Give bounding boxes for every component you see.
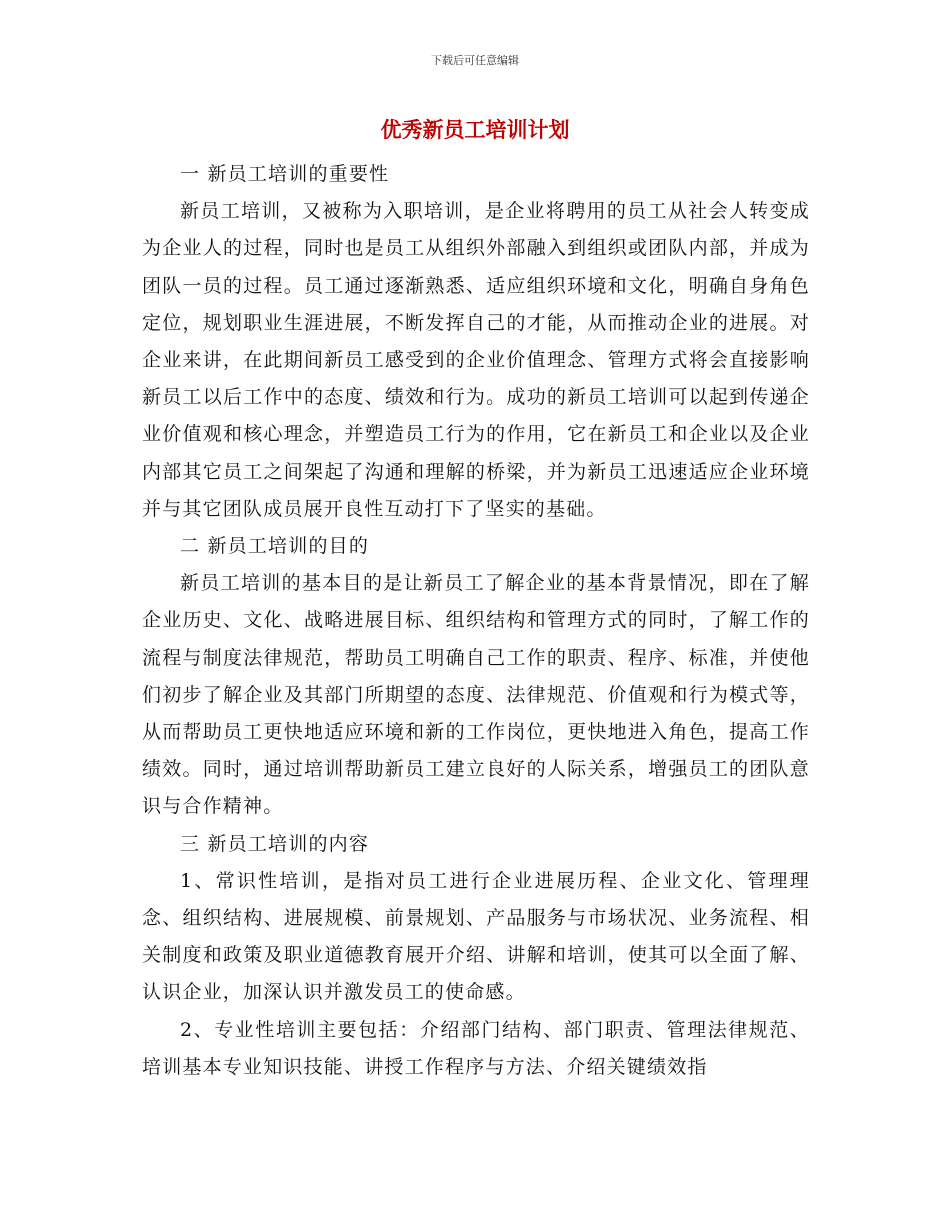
section-heading-importance: 一 新员工培训的重要性 — [180, 163, 390, 185]
document-body — [142, 156, 810, 1086]
document-title: 优秀新员工培训计划 — [380, 118, 570, 142]
page-header: 下载后可任意编辑 — [431, 54, 519, 67]
paragraph-importance: 新员工培训，又被称为入职培训，是企业将聘用的员工从社会人转变成为企业人的过程，同时也是员工从组织外部融入到组织或团队内部，并成为团队一员的过程。员工通过逐渐熟悉、适应组织环境和文化，明确自身角色定位，规划职业生涯进展，不断发挥自己的才能，从而推动企业的进展。对企业来讲，在此期间新员工感受到的企业价值理念、管理方式将会直接影响新员工以后工作中的态度、绩效和行为。成功的新员工培训可以起到传递企业价值观和核心理念，并塑造员工行为的作用，它在新员工和企业以及企业内部其它员工之间架起了沟通和理解的桥梁，并为新员工迅速适应企业环境并与其它团队成员展开良性互动打下了坚实的基础。 — [142, 200, 810, 520]
paragraph-purpose: 新员工培训的基本目的是让新员工了解企业的基本背景情况，即在了解企业历史、文化、战略进展目标、组织结构和管理方式的同时，了解工作的流程与制度法律规范，帮助员工明确自己工作的职责、程序、标准，并使他们初步了解企业及其部门所期望的态度、法律规范、价值观和行为模式等，从而帮助员工更快地适应环境和新的工作岗位，更快地进入角色，提高工作绩效。同时，通过培训帮助新员工建立良好的人际关系，增强员工的团队意识与合作精神。 — [142, 572, 810, 818]
paragraph-professional-training: 2、专业性培训主要包括：介绍部门结构、部门职责、管理法律规范、培训基本专业知识技能、讲授工作程序与方法、介绍关键绩效指 — [142, 1018, 810, 1078]
paragraph-general-training: 1、常识性培训，是指对员工进行企业进展历程、企业文化、管理理念、组织结构、进展规模、前景规划、产品服务与市场状况、业务流程、相关制度和政策及职业道德教育展开介绍、讲解和培训，使其可以全面了解、认识企业，加深认识并激发员工的使命感。 — [142, 869, 810, 1004]
section-heading-content: 三 新员工培训的内容 — [180, 832, 370, 855]
section-heading-purpose: 二 新员工培训的目的 — [180, 535, 370, 558]
